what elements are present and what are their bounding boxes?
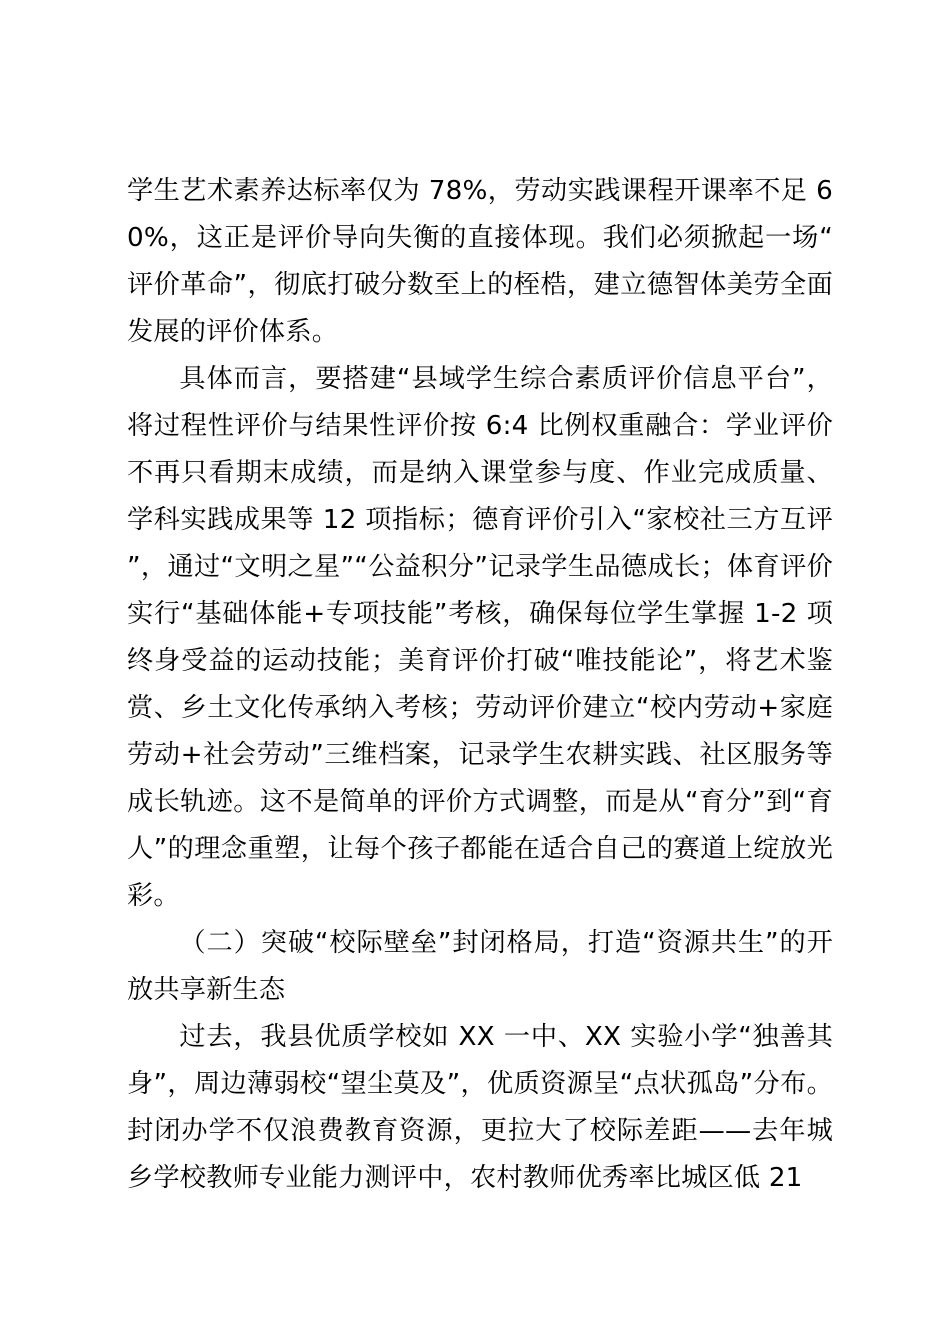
document-body	[127, 168, 833, 1202]
paragraph-continuation: 学生艺术素养达标率仅为 78%，劳动实践课程开课率不足 60%，这正是评价导向失衡的直接体现。我们必须掀起一场“评价革命”，彻底打破分数至上的桎梏，建立德智体美劳全面发展的评价体系。	[127, 176, 833, 347]
section-heading: （二）突破“校际壁垒”封闭格局，打造“资源共生”的开放共享新生态	[127, 928, 833, 1005]
paragraph-evaluation-platform: 具体而言，要搭建“县域学生综合素质评价信息平台”，将过程性评价与结果性评价按 6:4 比例权重融合：学业评价不再只看期末成绩，而是纳入课堂参与度、作业完成质量、学科实践成果等 12 项指标；德育评价引入“家校社三方互评”，通过“文明之星”“公益积分”记录学生品德成长；体育评价实行“基础体能+专项技能”考核，确保每位学生掌握 1-2 项终身受益的运动技能；美育评价打破“唯技能论”，将艺术鉴赏、乡土文化传承纳入考核；劳动评价建立“校内劳动+家庭劳动+社会劳动”三维档案，记录学生农耕实践、社区服务等成长轨迹。这不是简单的评价方式调整，而是从“育分”到“育人”的理念重塑，让每个孩子都能在适合自己的赛道上绽放光彩。	[127, 364, 833, 911]
paragraph-school-barriers: 过去，我县优质学校如 XX 一中、XX 实验小学“独善其身”，周边薄弱校“望尘莫及”，优质资源呈“点状孤岛”分布。封闭办学不仅浪费教育资源，更拉大了校际差距——去年城乡学校教师专业能力测评中，农村教师优秀率比城区低 21	[127, 1022, 833, 1193]
